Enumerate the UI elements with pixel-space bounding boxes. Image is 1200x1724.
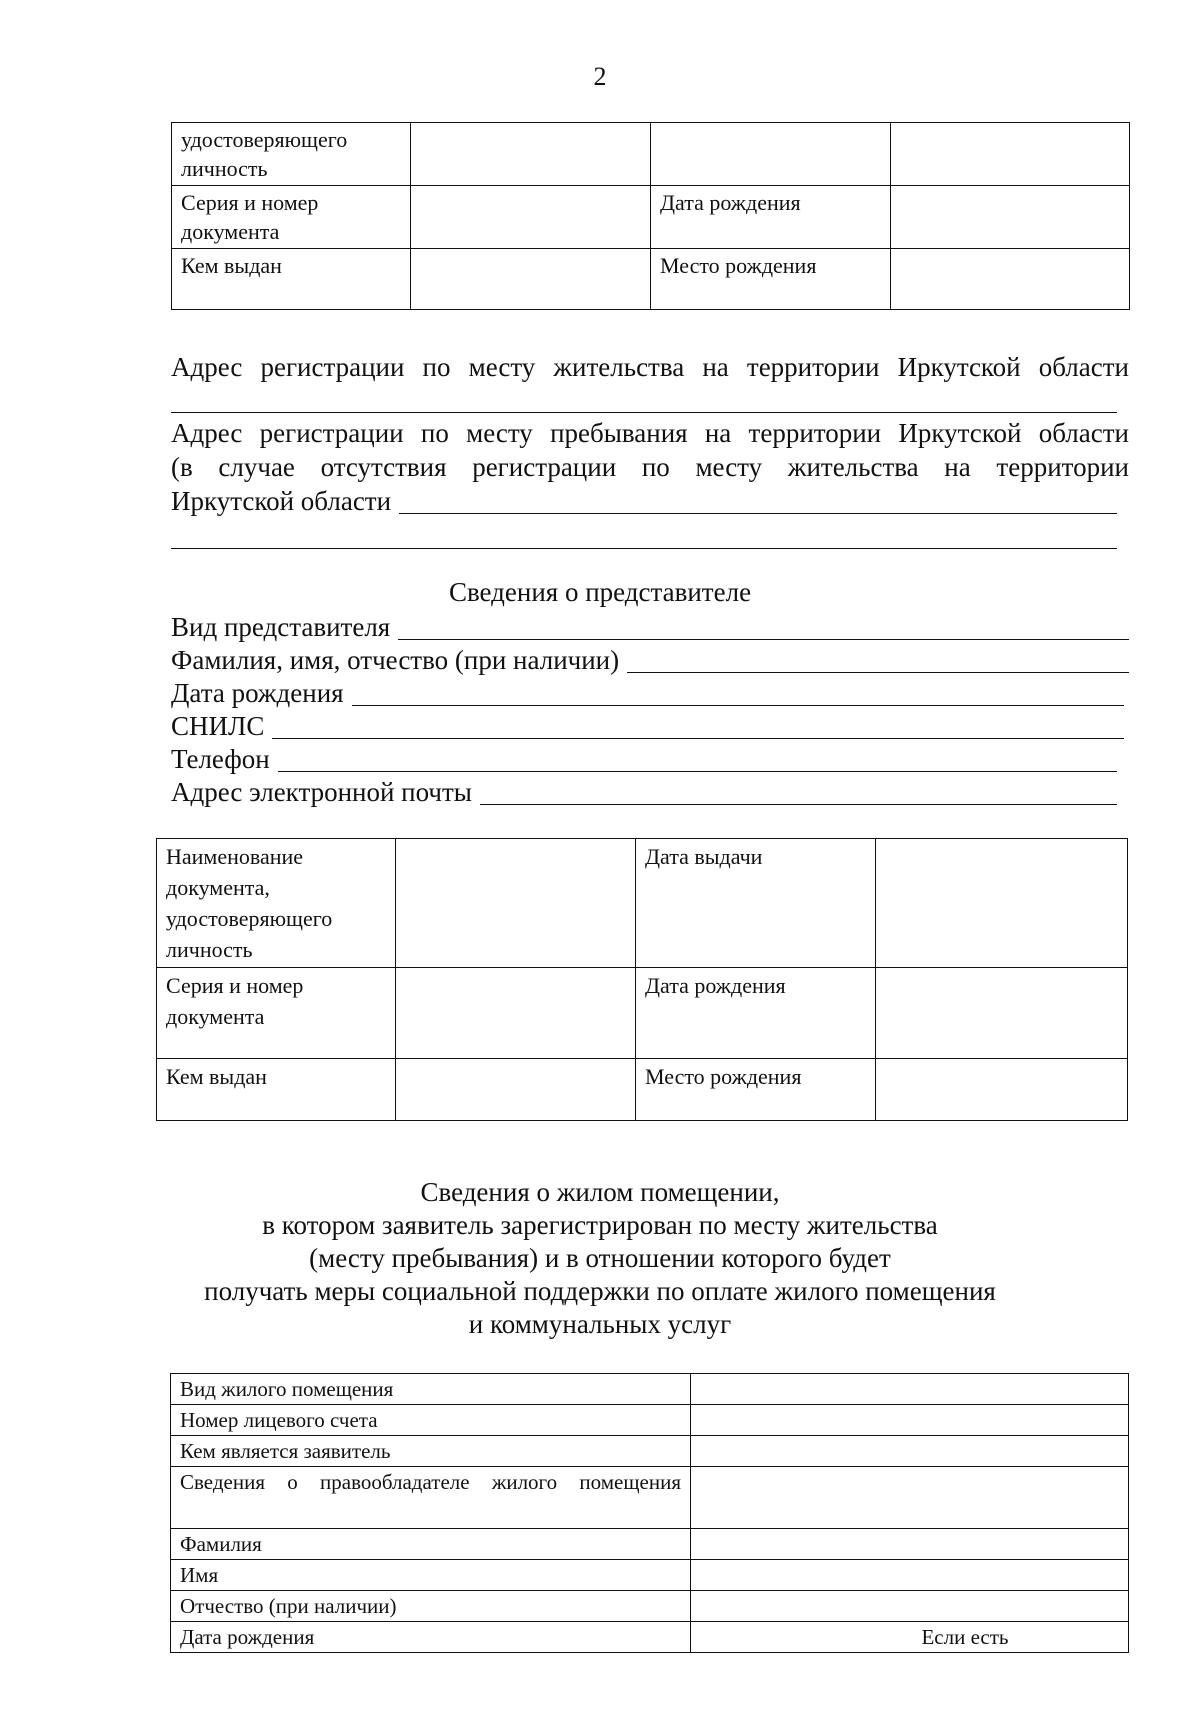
field-label: СНИЛС (171, 711, 265, 741)
table-cell[interactable] (691, 1405, 1129, 1436)
table-cell: Серия и номер документа (157, 968, 396, 1059)
table-row (172, 123, 1130, 186)
table-cell: Место рождения (651, 249, 891, 310)
table-row (157, 1059, 1128, 1121)
table-cell[interactable] (691, 1436, 1129, 1467)
table-cell: Кем выдан (157, 1059, 396, 1121)
table-cell[interactable] (691, 1374, 1129, 1405)
table-cell[interactable] (691, 1467, 1129, 1529)
table-cell[interactable] (691, 1529, 1129, 1560)
table-cell: Дата выдачи (636, 839, 876, 968)
stay-address-label-line3: Иркутской области (171, 486, 392, 516)
field-label: Адрес электронной почты (171, 777, 472, 807)
page-number: 2 (593, 62, 607, 91)
housing-heading-line: (месту пребывания) и в отношении которого будет (309, 1243, 891, 1273)
housing-heading-line: в котором заявитель зарегистрирован по месту жительства (262, 1210, 938, 1240)
table-row (171, 1467, 1129, 1529)
applicant-document-table (171, 122, 1130, 310)
table-row (171, 1560, 1129, 1591)
table-row (172, 249, 1130, 310)
stay-address-field (171, 484, 1117, 518)
field-line[interactable] (352, 679, 1124, 706)
table-cell[interactable] (396, 1059, 636, 1121)
table-cell[interactable] (891, 249, 1130, 310)
table-row (171, 1374, 1129, 1405)
residence-address-line[interactable] (171, 412, 1117, 413)
table-cell[interactable]: Если есть (691, 1622, 1129, 1653)
field-label: Вид представителя (171, 612, 391, 642)
field-line[interactable] (480, 778, 1117, 805)
field-line[interactable] (398, 613, 1129, 640)
field-label: Телефон (171, 744, 270, 774)
residence-address-label: Адрес регистрации по месту жительства на территории Иркутской области (171, 352, 1129, 382)
representative-name-field (171, 643, 1129, 677)
table-row (157, 839, 1128, 968)
table-cell[interactable] (396, 839, 636, 968)
representative-snils-field (171, 709, 1124, 743)
table-row (171, 1529, 1129, 1560)
table-cell[interactable] (691, 1591, 1129, 1622)
table-cell: Место рождения (636, 1059, 876, 1121)
field-label: Дата рождения (171, 678, 344, 708)
representative-document-table (156, 838, 1128, 1121)
stay-address-line[interactable] (399, 487, 1117, 514)
field-line[interactable] (278, 745, 1117, 772)
table-cell[interactable] (396, 968, 636, 1059)
table-row (171, 1591, 1129, 1622)
stay-address-extra-line[interactable] (171, 548, 1117, 549)
table-cell: Дата рождения (171, 1622, 691, 1653)
table-row (157, 968, 1128, 1059)
table-row (171, 1436, 1129, 1467)
table-cell[interactable] (876, 968, 1128, 1059)
stay-address-label-line1: Адрес регистрации по месту пребывания на территории Иркутской области (171, 418, 1129, 448)
field-label: Фамилия, имя, отчество (при наличии) (171, 645, 620, 675)
table-cell[interactable] (411, 249, 651, 310)
table-cell: Имя (171, 1560, 691, 1591)
housing-heading-line: и коммунальных услуг (468, 1309, 732, 1339)
table-row (171, 1622, 1129, 1653)
representative-email-field (171, 775, 1117, 809)
table-cell: Номер лицевого счета (171, 1405, 691, 1436)
table-cell: Дата рождения (651, 186, 891, 249)
housing-heading-line: получать меры социальной поддержки по оплате жилого помещения (204, 1276, 996, 1306)
representative-phone-field (171, 742, 1117, 776)
representative-heading: Сведения о представителе (448, 577, 752, 607)
representative-birthdate-field (171, 676, 1124, 710)
table-cell[interactable] (891, 123, 1130, 186)
field-line[interactable] (272, 712, 1124, 739)
table-cell[interactable] (691, 1560, 1129, 1591)
table-cell[interactable] (891, 186, 1130, 249)
housing-table (170, 1373, 1129, 1653)
table-cell: Кем выдан (172, 249, 411, 310)
table-cell[interactable] (876, 1059, 1128, 1121)
field-line[interactable] (627, 646, 1129, 673)
table-cell[interactable] (651, 123, 891, 186)
table-cell: Серия и номер документа (172, 186, 411, 249)
table-cell: Наименование документа, удостоверяющего личность (157, 839, 396, 968)
table-cell: Вид жилого помещения (171, 1374, 691, 1405)
table-cell[interactable] (411, 186, 651, 249)
representative-type-field (171, 610, 1129, 644)
table-cell: Фамилия (171, 1529, 691, 1560)
table-cell: Отчество (при наличии) (171, 1591, 691, 1622)
table-cell[interactable] (411, 123, 651, 186)
table-row (171, 1405, 1129, 1436)
table-row (172, 186, 1130, 249)
stay-address-label-line2: (в случае отсутствия регистрации по месту жительства на территории (171, 452, 1129, 482)
table-cell: Дата рождения (636, 968, 876, 1059)
table-cell: Сведения о правообладателе жилого помещения (171, 1467, 691, 1529)
table-cell: Кем является заявитель (171, 1436, 691, 1467)
housing-heading-line: Сведения о жилом помещении, (420, 1177, 780, 1207)
table-cell: удостоверяющего личность (172, 123, 411, 186)
table-cell[interactable] (876, 839, 1128, 968)
